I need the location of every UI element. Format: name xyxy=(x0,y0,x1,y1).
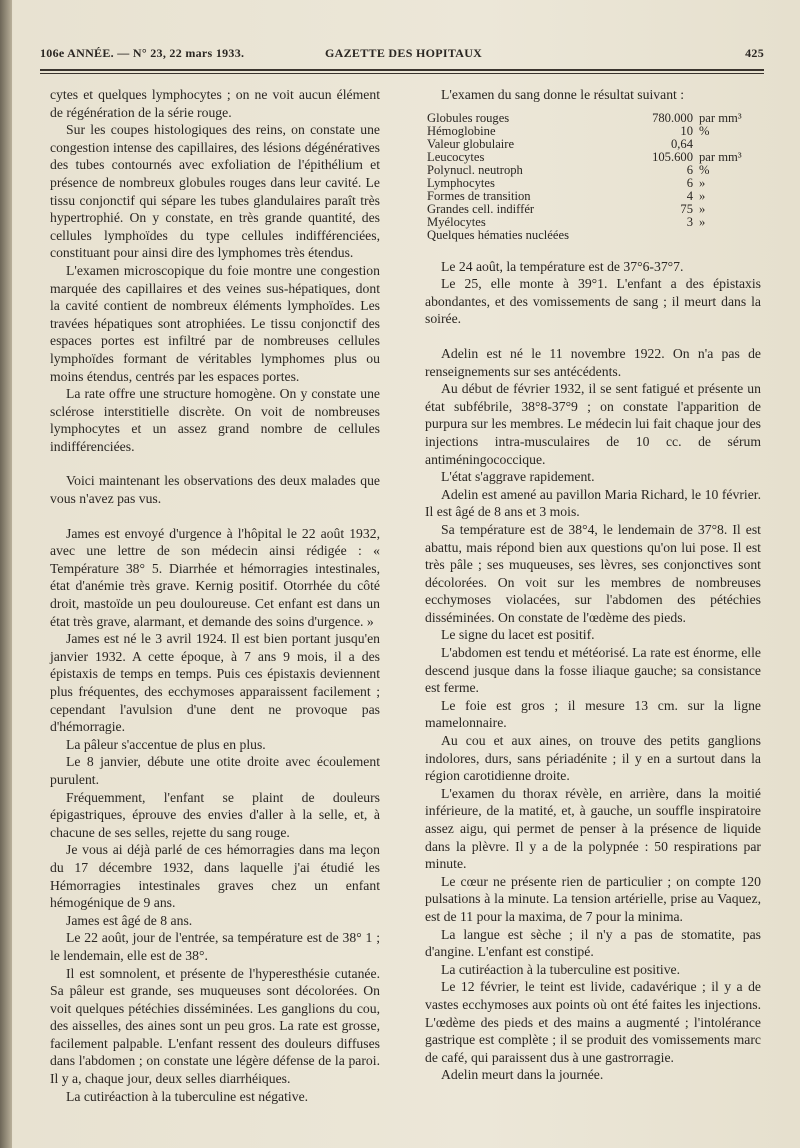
row-unit: » xyxy=(699,175,706,190)
section-gap xyxy=(425,328,761,345)
blood-results-table xyxy=(427,112,763,242)
paragraph: Le 8 janvier, débute une otite droite avec écoulement purulent. xyxy=(50,754,380,787)
table-row xyxy=(427,125,763,138)
page-number: 425 xyxy=(745,46,764,60)
table-row xyxy=(427,177,763,190)
paragraph: Le 24 août, la température est de 37°6-37°7. xyxy=(441,258,684,274)
page-header xyxy=(40,46,764,66)
row-label: Valeur globulaire xyxy=(427,136,515,151)
paragraph: La langue est sèche ; il n'y a pas de stomatite, pas d'angine. L'enfant est constipé. xyxy=(425,926,761,960)
table-row xyxy=(427,164,763,177)
paragraph: Le 22 août, jour de l'entrée, sa température est de 38° 1 ; le lendemain, elle est de 38°. xyxy=(50,930,380,963)
paragraph: La rate offre une structure homogène. On y constate une sclérose interstitielle discrète. On voit de nombreuses lymphocytes et un assez grand nombre de cellules indifférenciées. xyxy=(50,386,380,454)
row-value: 75 xyxy=(680,201,693,216)
blood-exam-intro: L'examen du sang donne le résultat suivant : xyxy=(441,87,685,102)
paragraph: Le 12 février, le teint est livide, cadavérique ; il y a de vastes ecchymoses aux points où ont été faites les injections. L'œdème des pieds et des mains a augmenté ; l'intolérance gastrique est complète ; il se produit des vomissements marc de café, qui paraissent dus à une gastrorragie. xyxy=(425,979,761,1065)
paragraph: Le foie est gros ; il mesure 13 cm. sur la ligne mamelonnaire. xyxy=(425,697,761,731)
row-label: Myélocytes xyxy=(427,214,486,229)
row-value: 6 xyxy=(686,175,693,190)
paragraph: Sa température est de 38°4, le lendemain de 37°8. Il est abattu, mais répond bien aux questions qu'on lui pose. Il est très pâle ; ses muqueuses, ses lèvres, ses conjonctives sont décolorées. On voit sur les membres de nombreuses ecchymoses violacées, sur l'abdomen des pétéchies disséminées. On constate de l'œdème des pieds. xyxy=(425,521,761,625)
section-gap xyxy=(50,455,380,472)
row-unit: par mm³ xyxy=(699,149,742,164)
paragraph: James est né le 3 avril 1924. Il est bien portant jusqu'en janvier 1932. A cette époque, à 7 ans 9 mois, il a des épistaxis de temps en temps. Puis ces épistaxis deviennent plus fréquentes, des ecchymoses apparaissent facilement ; cependant l'avulsion d'une dent ne provoque pas d'hémorragie. xyxy=(50,631,380,735)
paragraph: Au début de février 1932, il se sent fatigué et présente un état subfébrile, 38°8-37°9 ; on constate l'apparition de purpura sur les membres. Le médecin lui fait chaque jour des injections intra-musculaires de 10 cc. de sérum antiméningococcique. xyxy=(425,381,761,467)
row-unit: » xyxy=(699,214,706,229)
table-row xyxy=(427,229,763,242)
binding-shadow xyxy=(0,0,12,1148)
row-value: 780.000 xyxy=(652,110,693,125)
paragraph: Adelin est amené au pavillon Maria Richard, le 10 février. Il est âgé de 8 ans et 3 mois. xyxy=(425,486,761,520)
table-row xyxy=(427,151,763,164)
paragraph: James est âgé de 8 ans. xyxy=(66,912,193,928)
row-unit: » xyxy=(699,201,706,216)
paragraph: La cutiréaction à la tuberculine est négative. xyxy=(66,1088,309,1104)
row-value: 0,64 xyxy=(670,136,693,151)
row-unit: » xyxy=(699,188,706,203)
header-rule-thin xyxy=(40,73,764,74)
paragraph: La pâleur s'accentue de plus en plus. xyxy=(66,736,266,752)
table-row xyxy=(427,190,763,203)
row-value: 3 xyxy=(686,214,693,229)
paragraph: L'état s'aggrave rapidement. xyxy=(441,469,595,485)
row-value: 10 xyxy=(680,123,693,138)
row-value: 6 xyxy=(686,162,693,177)
table-row xyxy=(427,138,763,151)
journal-title: GAZETTE DES HOPITAUX xyxy=(325,46,483,60)
row-label: Globules rouges xyxy=(427,110,510,125)
row-value: 4 xyxy=(686,188,693,203)
paragraph: L'examen du thorax révèle, en arrière, dans la moitié inférieure, de la matité, et, à gauche, un souffle inspiratoire assez aigu, qui permet de penser à la présence de liquide dans la plèvre. Il y a de la polypnée : 50 respirations par minute. xyxy=(425,785,761,872)
row-unit xyxy=(693,138,763,151)
paragraph: Je vous ai déjà parlé de ces hémorragies dans ma leçon du 17 décembre 1932, dans laquelle j'ai étudié les Hémorragies intestinales graves chez un enfant hémogénique de 9 ans. xyxy=(50,842,380,911)
section-gap xyxy=(50,508,380,525)
paragraph: L'abdomen est tendu et météorisé. La rate est énorme, elle descend jusque dans la fosse iliaque gauche; sa consistance est ferme. xyxy=(425,645,761,696)
paragraph: Au cou et aux aines, on trouve des petits ganglions indolores, durs, sans périadénite ; il y en a surtout dans la région carotidienne droite. xyxy=(425,733,761,784)
paragraph: Voici maintenant les observations des deux malades que vous n'avez pas vus. xyxy=(50,473,380,507)
paragraph: James est envoyé d'urgence à l'hôpital le 22 août 1932, avec une lettre de son médecin ainsi rédigée : « Température 38° 5. Diarrhée et hémorragies intestinales, état d'anémie très grave. Kernig positif. Otorrhée du côté droit, mastoïde un peu douloureuse. Cet enfant est dans un état très grave, alarmant, et demande des soins d'urgence. » xyxy=(50,525,380,629)
paragraph: La cutiréaction à la tuberculine est positive. xyxy=(441,961,681,977)
paragraph: Le signe du lacet est positif. xyxy=(441,627,595,643)
table-row xyxy=(427,216,763,229)
header-rule xyxy=(40,69,764,71)
paragraph: Sur les coupes histologiques des reins, on constate une congestion intense des capillaires, des lésions dégénératives des tubes contournés avec exfoliation de l'épithélium et présence de nombreux globules rouges dans leur cavité. Le tissu conjonctif qui sépare les tubes glandulaires paraît très hypertrophié. On y constate, en très grande quantité, des cellules lymphoïdes du type cellules indifférenciées, constituant pour ainsi dire des lymphomes très étendus. xyxy=(50,122,380,261)
left-column xyxy=(50,86,380,1105)
table-row xyxy=(427,203,763,216)
row-label: Hémoglobine xyxy=(427,123,496,138)
paragraph: cytes et quelques lymphocytes ; on ne voit aucun élément de régénération de la série rouge. xyxy=(50,87,380,120)
row-unit: % xyxy=(699,162,710,177)
row-unit: % xyxy=(699,123,710,138)
paragraph: Adelin meurt dans la journée. xyxy=(441,1067,604,1083)
row-label: Leucocytes xyxy=(427,149,485,164)
paragraph: Adelin est né le 11 novembre 1922. On n'a pas de renseignements sur ses antécédents. xyxy=(425,345,761,379)
row-label: Polynucl. neutroph xyxy=(427,162,523,177)
right-column xyxy=(425,86,761,1084)
table-row xyxy=(427,112,763,125)
row-label: Grandes cell. indiffér xyxy=(427,201,535,216)
paragraph: L'examen microscopique du foie montre une congestion marquée des capillaires et des veines sus-hépatiques, dont la cavité contient de nombreux éléments lymphoïdes. Les travées hépatiques sont atrophiées. Le tissu conjonctif des espaces portes est infiltré par de nombreuses cellules lymphoïdes formant de véritables lymphomes plus ou moins étendus, centrés par les espaces portes. xyxy=(50,262,380,384)
paragraph: Le cœur ne présente rien de particulier ; on compte 120 pulsations à la minute. La tension artérielle, prise au Vaquez, est de 11 pour la maxima, de 7 pour la minima. xyxy=(425,873,761,924)
row-label: Lymphocytes xyxy=(427,175,495,190)
issue-info: 106e ANNÉE. — N° 23, 22 mars 1933. xyxy=(40,46,245,60)
paragraph: Fréquemment, l'enfant se plaint de douleurs épigastriques, éprouve des envies d'aller à la selle, et, à chacune de ses selles, rejette du sang rouge. xyxy=(50,789,380,840)
row-label: Formes de transition xyxy=(427,188,531,203)
row-label: Quelques hématies nucléées xyxy=(427,227,569,242)
row-unit: par mm³ xyxy=(699,110,742,125)
row-value: 105.600 xyxy=(652,149,693,164)
paragraph: Le 25, elle monte à 39°1. L'enfant a des épistaxis abondantes, et des vomissements de sang ; il meurt dans la soirée. xyxy=(425,276,761,327)
paragraph: Il est somnolent, et présente de l'hyperesthésie cutanée. Sa pâleur est grande, ses muqueuses sont décolorées. On voit quelques pétéchies disséminées. Les ganglions du cou, des aisselles, des aines sont un peu gros. La rate est grosse, facilement palpable. L'enfant ressent des douleurs diffuses dans l'abdomen ; on constate une légère défense de la paroi. Il y a, chaque jour, deux selles diarrhéiques. xyxy=(50,965,380,1087)
